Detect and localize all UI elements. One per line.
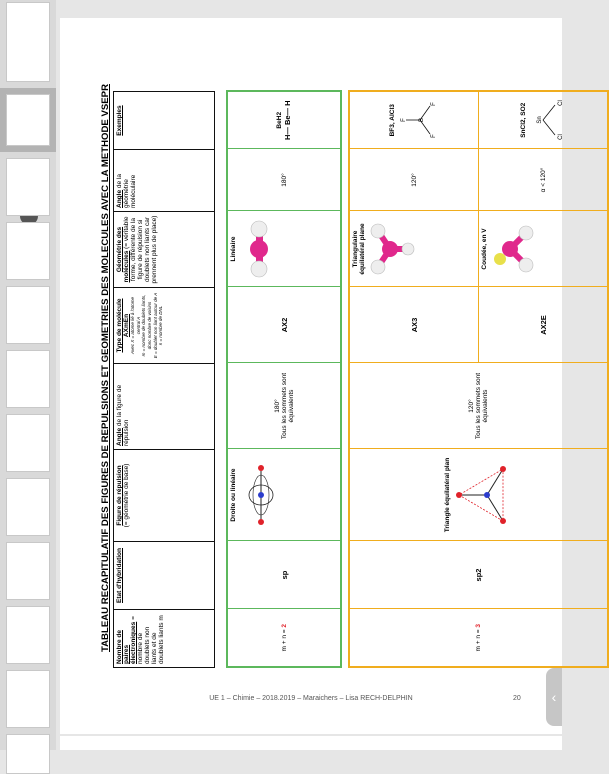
row-sp-type: AX2 bbox=[227, 287, 341, 363]
row-sp2-type-ax3: AX3 bbox=[349, 287, 479, 363]
header-hybrid: Etat d'hybridation bbox=[114, 542, 215, 610]
row-sp-figure-label: Droite ou linéaire bbox=[230, 468, 237, 522]
sncl2-structure-diagram bbox=[529, 95, 565, 145]
page-thumbnail[interactable] bbox=[6, 350, 50, 408]
row-sp-pairs: m + n = 2 bbox=[227, 609, 341, 667]
page-thumbnail[interactable] bbox=[6, 606, 50, 664]
page-number: 20 bbox=[513, 695, 521, 702]
document-page bbox=[60, 18, 562, 734]
row-sp2-figure bbox=[349, 449, 608, 541]
header-pairs bbox=[114, 610, 215, 668]
header-figure: Figure de répulsion (= géométrie de base) bbox=[114, 450, 215, 542]
row-sp-table bbox=[226, 90, 342, 668]
trigonal-repulsion-diagram bbox=[453, 463, 511, 527]
header-angle-figure: Angle de la figure de répulsion bbox=[114, 364, 215, 450]
row-sp2-angle-trigonal: 120° bbox=[349, 149, 479, 211]
row-sp2-angle-bent: α < 120° bbox=[479, 149, 609, 211]
page-thumbnail[interactable] bbox=[6, 2, 50, 82]
bf3-ligand-atom: F bbox=[430, 102, 437, 107]
page-thumbnail-current[interactable] bbox=[6, 94, 50, 146]
page-thumbnail-sidebar bbox=[0, 0, 56, 750]
header-geometry: Géométrie des molécules (= véritable forme, différente de la figure de répulsion si doublets non liants car prennent plus de place) bbox=[114, 212, 215, 288]
row-sp-geometry: Linéaire bbox=[227, 211, 341, 287]
row-sp2-type-ax2e: AX2E bbox=[479, 287, 609, 363]
chevron-left-icon[interactable]: ‹ bbox=[546, 668, 562, 726]
row-sp-hybrid: sp bbox=[227, 541, 341, 609]
sncl2-center-atom: Sn bbox=[536, 116, 543, 124]
header-table bbox=[113, 91, 215, 668]
header-examples: Exemples bbox=[114, 92, 215, 150]
bf3-ligand-atom: F bbox=[400, 118, 407, 123]
row-sp-figure bbox=[227, 449, 341, 541]
page-thumbnail[interactable] bbox=[6, 286, 50, 344]
page-thumbnail[interactable] bbox=[6, 414, 50, 472]
row-sp2-example-bent: SnCl2, SO2 Sn Cl Cl bbox=[479, 91, 609, 149]
bf3-center-atom: B bbox=[418, 118, 425, 123]
page-thumbnail[interactable] bbox=[6, 478, 50, 536]
linear-molecule-model bbox=[239, 219, 279, 279]
bent-molecule-model bbox=[490, 219, 536, 279]
header-pairs-m: m bbox=[158, 615, 165, 621]
sncl2-ligand-atom: Cl bbox=[557, 100, 564, 107]
bf3-structure-diagram bbox=[398, 95, 438, 145]
row-sp2-example-trigonal: BF3, AlCl3 B F F F bbox=[349, 91, 479, 149]
page-footer: UE 1 – Chimie – 2018.2019 – Maraichers – Lisa RECH-DELPHIN bbox=[209, 695, 413, 702]
page-thumbnail[interactable] bbox=[6, 670, 50, 728]
linear-repulsion-diagram bbox=[239, 460, 283, 530]
page-thumbnail[interactable] bbox=[6, 158, 50, 216]
row-sp2-hybrid: sp2 bbox=[349, 541, 608, 609]
header-pairs-title: Nombre de paires électroniques bbox=[116, 621, 137, 664]
row-sp2-geometry-bent: Coudée, en V bbox=[479, 211, 609, 287]
bf3-ligand-atom: F bbox=[430, 134, 437, 139]
header-angle-geometry: Angle de la géométrie moléculaire bbox=[114, 150, 215, 212]
rotated-table-area bbox=[100, 68, 564, 668]
next-page-edge bbox=[60, 736, 562, 750]
header-pairs-desc: = nombre de doublets non liants et de doublets liants bbox=[130, 616, 165, 664]
page-thumbnail[interactable] bbox=[6, 222, 50, 280]
row-sp-example: BeH2 H— Be— H bbox=[227, 91, 341, 149]
trigonal-molecule-model bbox=[368, 219, 414, 279]
header-type: Type de molécule AXmEn Avec X = atome lié à l'atome central A m = nombre de doublets liants, donc nombre de voisins E = doublet non liant autour de A n = nombre de DNL bbox=[114, 288, 215, 364]
row-sp2-table bbox=[348, 90, 609, 668]
row-sp-angle-figure: 180° Tous les sommets sont équivalents bbox=[227, 363, 341, 449]
page-thumbnail[interactable] bbox=[6, 734, 50, 774]
row-sp2-angle-figure: 120° Tous les sommets sont équivalents bbox=[349, 363, 608, 449]
page-title: TABLEAU RECAPITULATIF DES FIGURES DE REPULSIONS ET GEOMETRIES DES MOLECULES AVEC LA METHODE VSEPR bbox=[100, 83, 111, 653]
row-sp2-pairs: m + n = 3 bbox=[349, 609, 608, 667]
row-sp-angle-geometry: 180° bbox=[227, 149, 341, 211]
row-sp2-geometry-trigonal: Triangulaire équilatéral plane bbox=[349, 211, 479, 287]
sncl2-ligand-atom: Cl bbox=[557, 134, 564, 141]
page-thumbnail[interactable] bbox=[6, 542, 50, 600]
row-sp2-figure-label: Triangle équilatéral plan bbox=[444, 457, 451, 533]
